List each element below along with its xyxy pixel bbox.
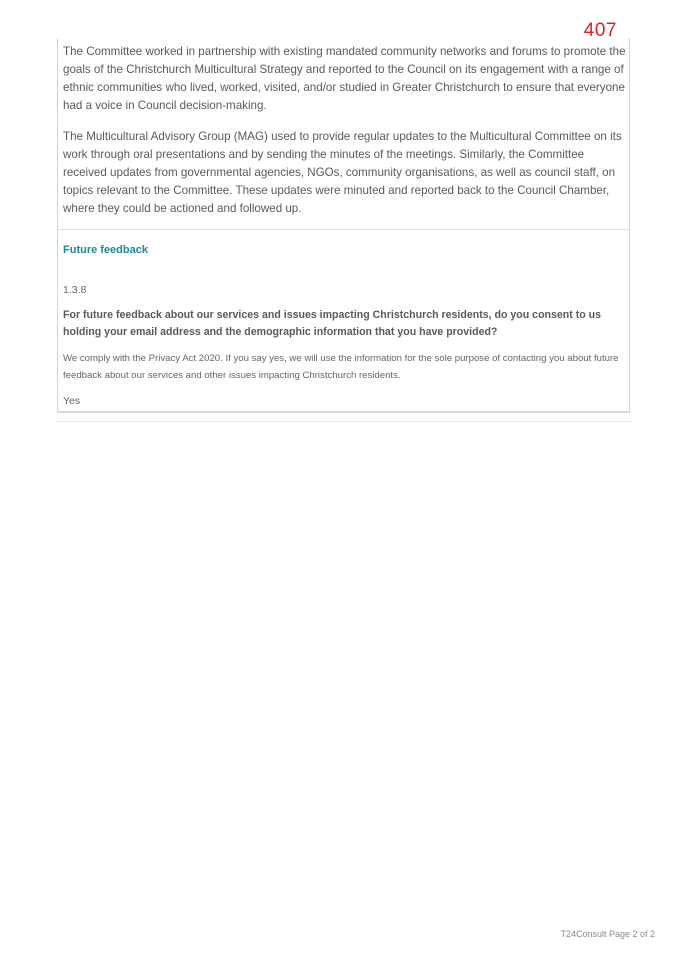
- section-title: Future feedback: [63, 244, 148, 256]
- body-paragraph: The Committee worked in partnership with existing mandated community networks and forums to promote the goals of the Christchurch Multicultural Strategy and reported to the Council on its engagement with a range of ethnic communities who lived, worked, visited, and/or studied in Greater Christchurch to ensure that everyone had a voice in Council decision-making.: [63, 45, 626, 112]
- question-text: For future feedback about our services and issues impacting Christchurch residents, do you consent to us holding your email address and the demographic information that you have provided?: [63, 309, 602, 338]
- section-divider: [58, 229, 629, 230]
- question-number: 1.3.8: [63, 284, 87, 296]
- question-note: We comply with the Privacy Act 2020. If you say yes, we will use the information for the sole purpose of contacting you about future feedback about our services and other issues impacting Christchurch residents.: [63, 353, 619, 381]
- body-paragraph: The Multicultural Advisory Group (MAG) used to provide regular updates to the Multicultural Committee on its work through oral presentations and by sending the minutes of the meetings. Similarly, the Committee received updates from governmental agencies, NGOs, community organisations, as well as council staff, on topics relevant to the Committee. These updates were minuted and reported back to the Council Chamber, where they could be actioned and followed up.: [63, 130, 622, 215]
- bottom-divider: [57, 421, 632, 422]
- page-number: 407: [583, 20, 617, 41]
- page-footer: T24Consult Page 2 of 2: [560, 929, 655, 939]
- answer-value: Yes: [63, 395, 81, 407]
- response-panel: [57, 38, 630, 413]
